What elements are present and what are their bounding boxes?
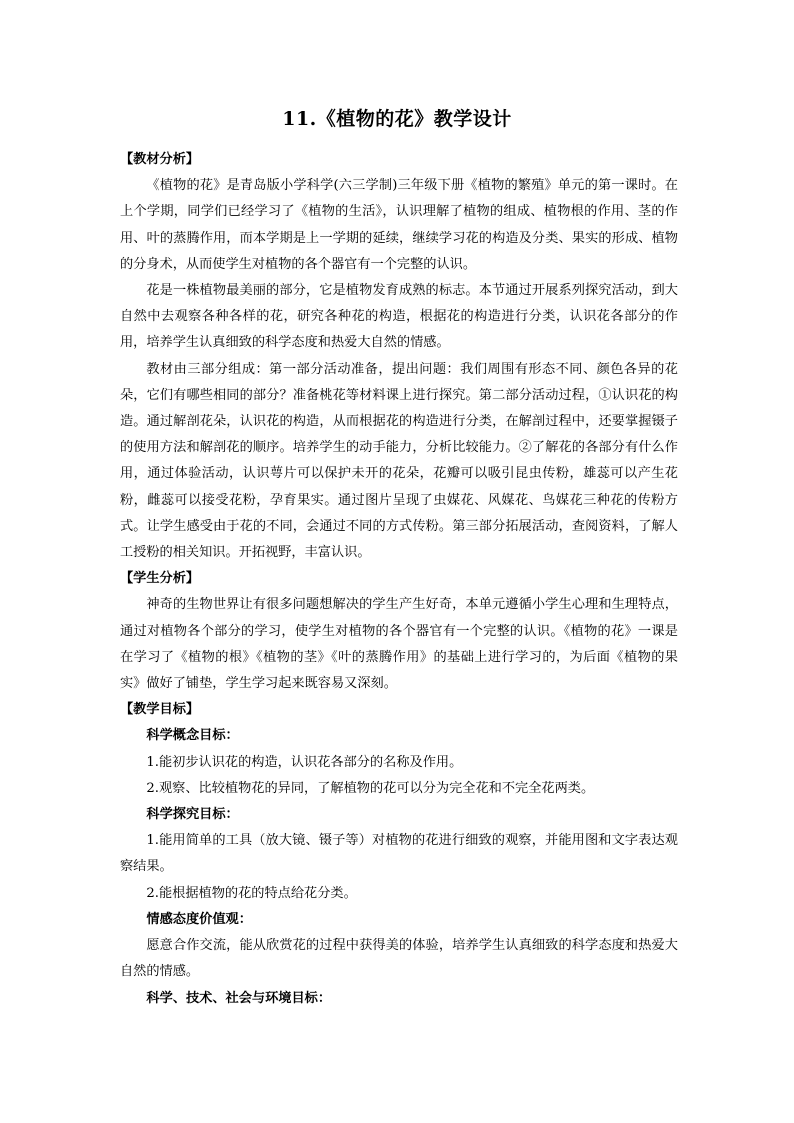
subheading-science-concept: 科学概念目标： — [146, 728, 239, 744]
subheading-science-inquiry: 科学探究目标： — [146, 807, 239, 823]
section-heading-student-analysis: 【学生分析】 — [120, 571, 200, 587]
section-heading-teaching-goals: 【教学目标】 — [120, 702, 200, 718]
list-item: 1.能用简单的工具（放大镜、镊子等）对植物的花进行细致的观察，并能用图和文字表达观察结果。 — [120, 833, 678, 875]
paragraph: 花是一株植物最美丽的部分，它是植物发育成熟的标志。本节通过开展系列探究活动，到大自然中去观察各种各样的花，研究各种花的构造，根据花的构造进行分类，认识花各部分的作用，培养学生认真细致的科学态度和热爱大自然的情感。 — [120, 283, 678, 351]
subheading-emotion-values: 情感态度价值观： — [146, 911, 252, 927]
document-title: 11.《植物的花》教学设计 — [282, 108, 512, 130]
paragraph: 教材由三部分组成：第一部分活动准备，提出问题：我们周围有形态不同、颜色各异的花朵，它们有哪些相同的部分？准备桃花等材料课上进行探究。第二部分活动过程，①认识花的构造。通过解剖花朵，认识花的构造，从而根据花的构造进行分类，在解剖过程中，还要掌握镊子的使用方法和解剖花的顺序。培养学生的动手能力，分析比较能力。②了解花的各部分有什么作用，通过体验活动，认识萼片可以保护未开的花朵，花瓣可以吸引昆虫传粉，雄蕊可以产生花粉，雌蕊可以接受花粉，孕育果实。通过图片呈现了虫媒花、风媒花、鸟媒花三种花的传粉方式。让学生感受由于花的不同，会通过不同的方式传粉。第三部分拓展活动，查阅资料，了解人工授粉的相关知识。开拓视野，丰富认识。 — [120, 361, 678, 561]
list-item: 2.观察、比较植物花的异同，了解植物的花可以分为完全花和不完全花两类。 — [146, 780, 595, 796]
paragraph: 《植物的花》是青岛版小学科学(六三学制)三年级下册《植物的繁殖》单元的第一课时。在上个学期，同学们已经学习了《植物的生活》，认识理解了植物的组成、植物根的作用、茎的作用、叶的蒸腾作用，而本学期是上一学期的延续，继续学习花的构造及分类、果实的形成、植物的分身术，从而使学生对植物的各个器官有一个完整的认识。 — [120, 178, 678, 272]
document-body — [120, 147, 678, 1012]
paragraph: 神奇的生物世界让有很多问题想解决的学生产生好奇，本单元遵循小学生心理和生理特点，通过对植物各个部分的学习，使学生对植物的各个器官有一个完整的认识。《植物的花》一课是在学习了《植物的根》《植物的茎》《叶的蒸腾作用》的基础上进行学习的，为后面《植物的果实》做好了铺垫，学生学习起来既容易又深刻。 — [120, 597, 678, 692]
list-item: 2.能根据植物的花的特点给花分类。 — [146, 885, 357, 901]
section-heading-textbook-analysis: 【教材分析】 — [120, 152, 200, 167]
paragraph: 愿意合作交流，能从欣赏花的过程中获得美的体验，培养学生认真细致的科学态度和热爱大自然的情感。 — [120, 938, 678, 980]
list-item: 1.能初步认识花的构造，认识花各部分的名称及作用。 — [146, 754, 463, 770]
subheading-stse: 科学、技术、社会与环境目标： — [146, 990, 332, 1006]
